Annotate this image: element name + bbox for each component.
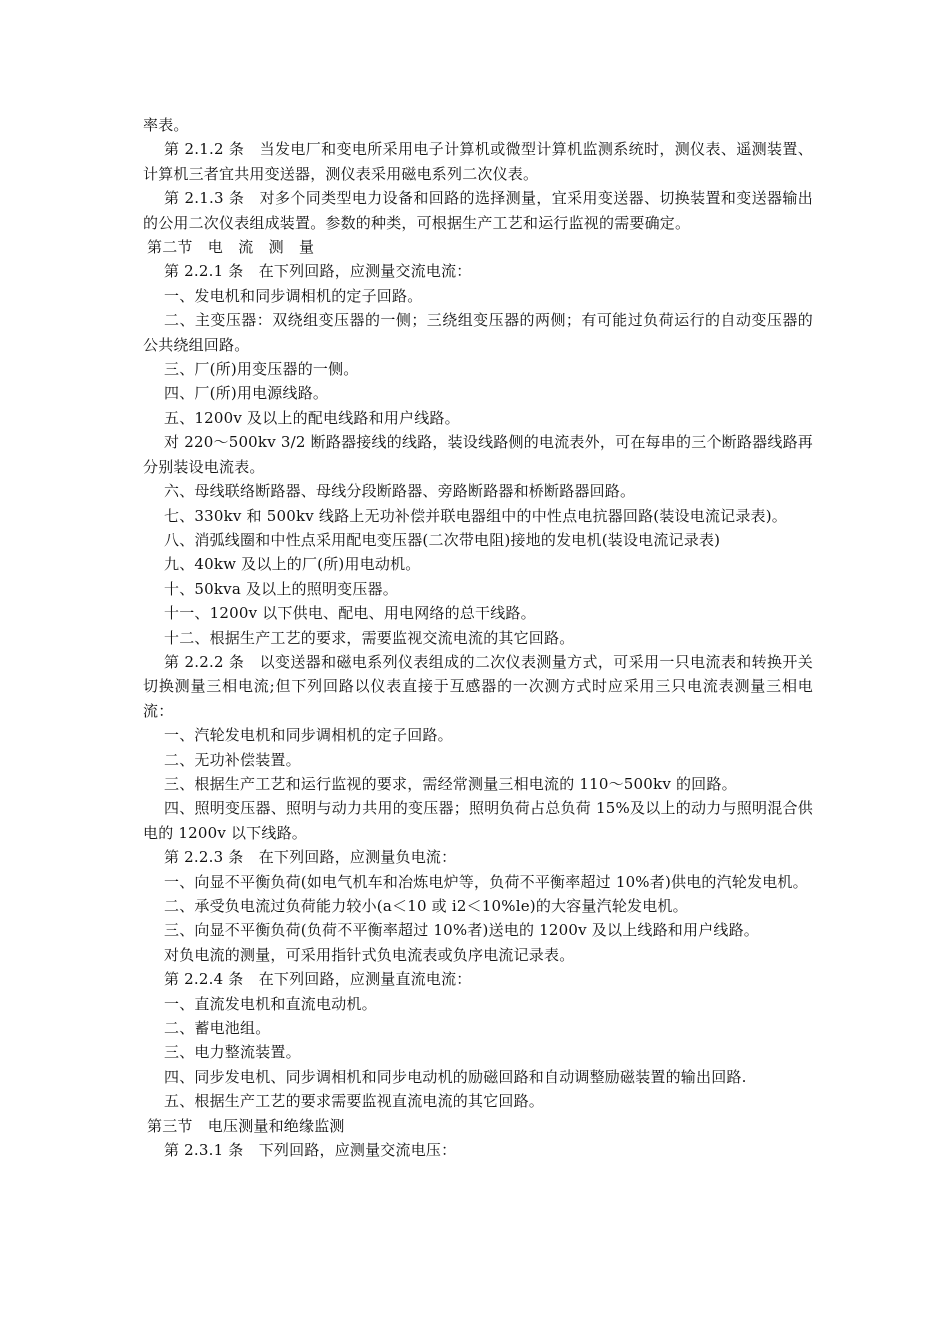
list-item: 十一、1200v 以下供电、配电、用电网络的总干线路。 <box>164 604 536 623</box>
list-item: 九、40kw 及以上的厂(所)用电动机。 <box>164 555 421 574</box>
document-body <box>143 113 813 1162</box>
list-item: 三、电力整流装置。 <box>164 1043 301 1062</box>
list-item: 一、发电机和同步调相机的定子回路。 <box>164 286 423 305</box>
list-item: 八、消弧线圈和中性点采用配电变压器(二次带电阻)接地的发电机(装设电流记录表) <box>164 530 721 549</box>
list-item: 四、厂(所)用电源线路。 <box>164 384 329 403</box>
clause-2-2-2: 第 2.2.2 条 以变送器和磁电系列仪表组成的二次仪表测量方式，可采用一只电流表和转换开关切换测量三相电流;但下列回路以仪表直接于互感器的一次测方式时应采用三只电流表测量三相电流： <box>143 652 813 720</box>
list-item: 二、主变压器：双绕组变压器的一侧；三绕组变压器的两侧；有可能过负荷运行的自动变压器的公共绕组回路。 <box>143 311 813 354</box>
list-item: 十、50kva 及以上的照明变压器。 <box>164 579 398 598</box>
list-item: 五、1200v 及以上的配电线路和用户线路。 <box>164 408 460 427</box>
list-item: 一、汽轮发电机和同步调相机的定子回路。 <box>164 726 453 745</box>
list-item: 六、母线联络断路器、母线分段断路器、旁路断路器和桥断路器回路。 <box>164 482 636 501</box>
section-heading-voltage-measurement: 第三节 电压测量和绝缘监测 <box>147 1116 345 1135</box>
clause-2-2-3: 第 2.2.3 条 在下列回路，应测量负电流： <box>164 848 457 867</box>
list-note: 对 220～500kv 3/2 断路器接线的线路，装设线路侧的电流表外，可在每串的三个断路器线路再分别装设电流表。 <box>143 433 813 476</box>
list-item: 四、同步发电机、同步调相机和同步电动机的励磁回路和自动调整励磁装置的输出回路. <box>164 1067 747 1086</box>
clause-2-3-1: 第 2.3.1 条 下列回路，应测量交流电压： <box>164 1141 457 1160</box>
list-item: 十二、根据生产工艺的要求，需要监视交流电流的其它回路。 <box>164 628 575 647</box>
list-item: 三、厂(所)用变压器的一侧。 <box>164 360 359 379</box>
list-item: 五、根据生产工艺的要求需要监视直流电流的其它回路。 <box>164 1092 545 1111</box>
paragraph-continuation: 率表。 <box>143 116 189 134</box>
clause-2-1-3: 第 2.1.3 条 对多个同类型电力设备和回路的选择测量，宜采用变送器、切换装置和变送器输出的公用二次仪表组成装置。参数的种类，可根据生产工艺和运行监视的需要确定。 <box>143 189 813 232</box>
clause-2-1-2: 第 2.1.2 条 当发电厂和变电所采用电子计算机或微型计算机监测系统时，测仪表、遥测装置、计算机三者宜共用变送器，测仪表采用磁电系列二次仪表。 <box>143 140 813 183</box>
list-item: 一、向显不平衡负荷(如电气机车和冶炼电炉等，负荷不平衡率超过 10%者)供电的汽轮发电机。 <box>164 872 808 891</box>
clause-2-2-4: 第 2.2.4 条 在下列回路，应测量直流电流： <box>164 970 472 989</box>
list-item: 三、向显不平衡负荷(负荷不平衡率超过 10%者)送电的 1200v 及以上线路和用户线路。 <box>164 921 759 940</box>
list-note: 对负电流的测量，可采用指针式负电流表或负序电流记录表。 <box>164 945 575 964</box>
list-item: 二、承受负电流过负荷能力较小(a＜10 或 i2＜10%le)的大容量汽轮发电机。 <box>164 897 688 915</box>
clause-2-2-1: 第 2.2.1 条 在下列回路，应测量交流电流： <box>164 262 472 281</box>
list-item: 三、根据生产工艺和运行监视的要求，需经常测量三相电流的 110～500kv 的回路。 <box>164 774 737 793</box>
section-heading-current-measurement: 第二节 电 流 测 量 <box>147 238 315 257</box>
list-item: 一、直流发电机和直流电动机。 <box>164 994 377 1013</box>
list-item: 二、无功补偿装置。 <box>164 750 301 769</box>
list-item: 二、蓄电池组。 <box>164 1019 271 1038</box>
list-item: 四、照明变压器、照明与动力共用的变压器；照明负荷占总负荷 15%及以上的动力与照明混合供电的 1200v 以下线路。 <box>143 799 813 842</box>
list-item: 七、330kv 和 500kv 线路上无功补偿并联电器组中的中性点电抗器回路(装设电流记录表)。 <box>164 506 787 525</box>
